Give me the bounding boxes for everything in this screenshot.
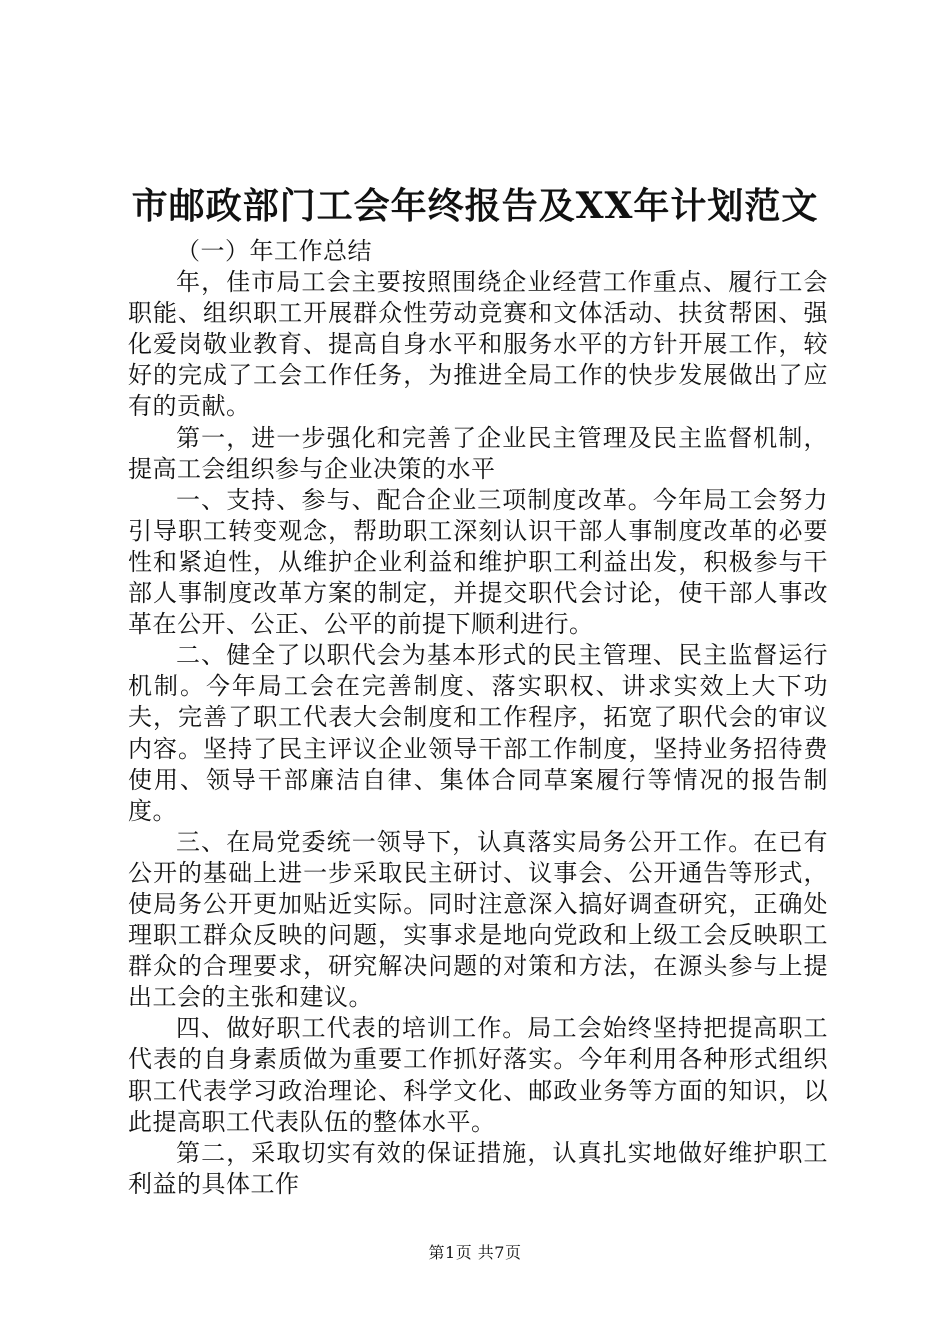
paragraph: 一、支持、参与、配合企业三项制度改革。今年局工会努力引导职工转变观念，帮助职工深刻认识干部人事制度改革的必要性和紧迫性，从维护企业利益和维护职工利益出发，积极参与干部人事制度改革方案的制定，并提交职代会讨论，使干部人事改革在公开、公正、公平的前提下顺利进行。 <box>128 485 828 639</box>
document-body <box>128 236 828 1200</box>
paragraph: 四、做好职工代表的培训工作。局工会始终坚持把提高职工代表的自身素质做为重要工作抓好落实。今年利用各种形式组织职工代表学习政治理论、科学文化、邮政业务等方面的知识，以此提高职工代表队伍的整体水平。 <box>128 1014 828 1136</box>
paragraph: 二、健全了以职代会为基本形式的民主管理、民主监督运行机制。今年局工会在完善制度、落实职权、讲求实效上大下功夫，完善了职工代表大会制度和工作程序，拓宽了职代会的审议内容。坚持了民主评议企业领导干部工作制度，坚持业务招待费使用、领导干部廉洁自律、集体合同草案履行等情况的报告制度。 <box>128 641 828 825</box>
paragraph: 第一，进一步强化和完善了企业民主管理及民主监督机制，提高工会组织参与企业决策的水平 <box>128 423 828 483</box>
paragraph: 三、在局党委统一领导下，认真落实局务公开工作。在已有公开的基础上进一步采取民主研讨、议事会、公开通告等形式，使局务公开更加贴近实际。同时注意深入搞好调查研究，正确处理职工群众反映的问题，实事求是地向党政和上级工会反映职工群众的合理要求，研究解决问题的对策和方法，在源头参与上提出工会的主张和建议。 <box>128 827 828 1012</box>
paragraph: 第二，采取切实有效的保证措施，认真扎实地做好维护职工利益的具体工作 <box>128 1138 828 1198</box>
paragraph: 年，佳市局工会主要按照围绕企业经营工作重点、履行工会职能、组织职工开展群众性劳动竞赛和文体活动、扶贫帮困、强化爱岗敬业教育、提高自身水平和服务水平的方针开展工作，较好的完成了工会工作任务，为推进全局工作的快步发展做出了应有的贡献。 <box>128 268 828 421</box>
document-title: 市邮政部门工会年终报告及XX年计划范文 <box>131 185 819 227</box>
section-heading: （一）年工作总结 <box>176 237 372 265</box>
page-number-footer: 第1页 共7页 <box>428 1243 522 1262</box>
